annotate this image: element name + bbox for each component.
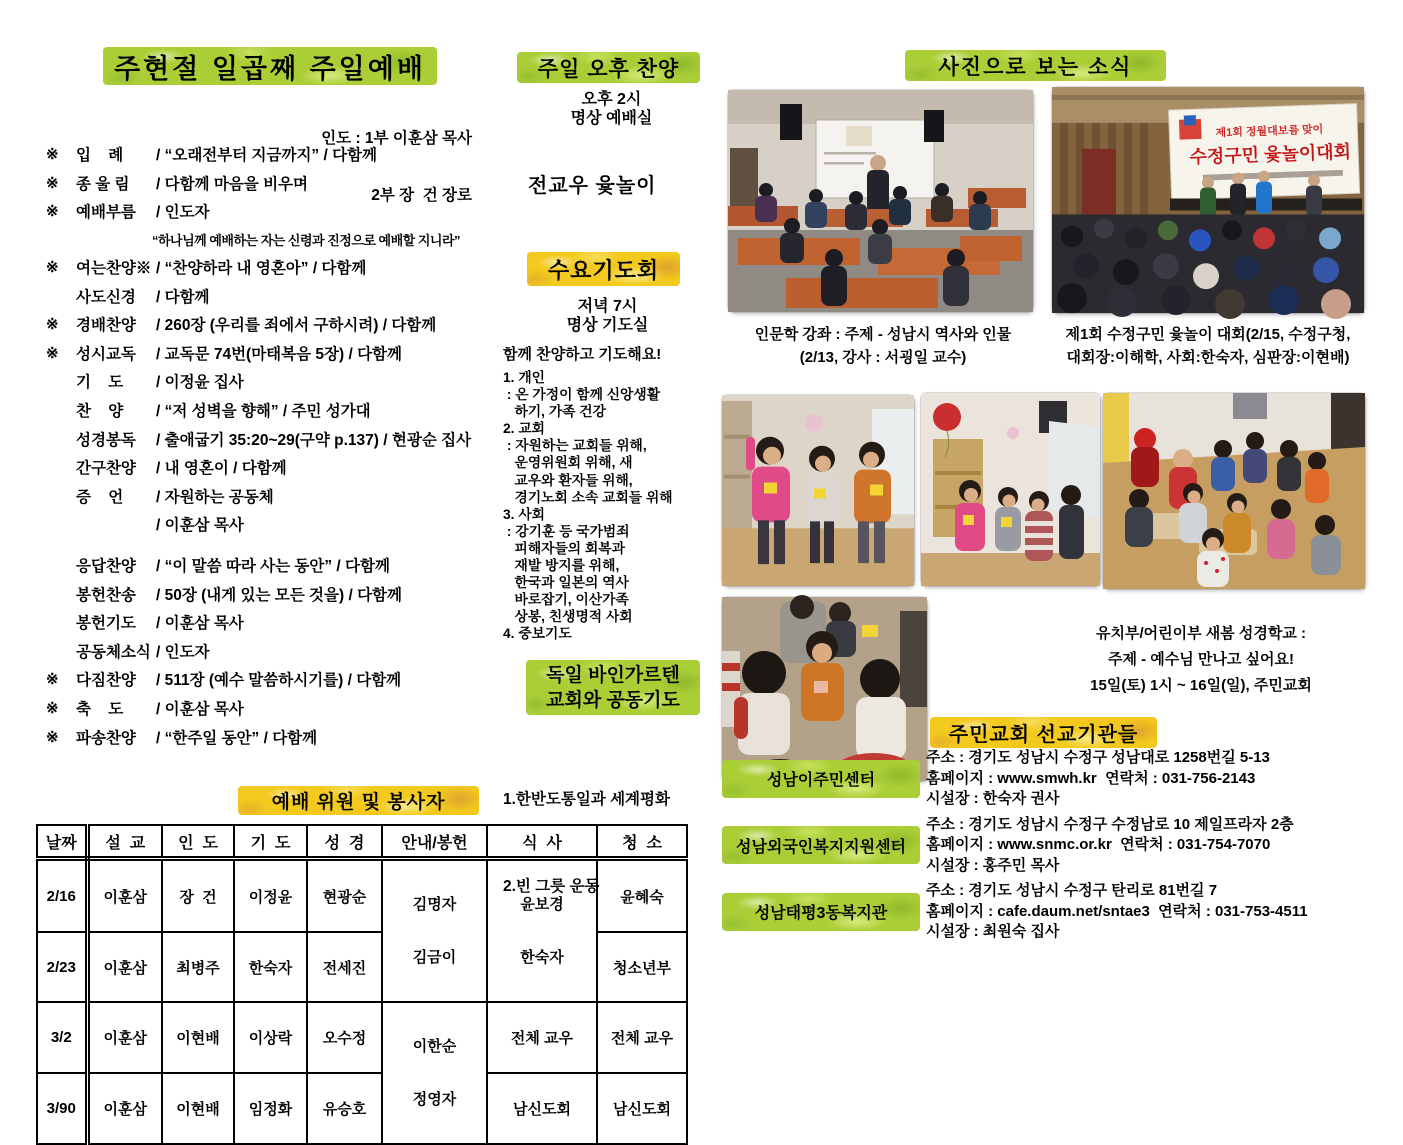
- worship-item-content: / “저 성벽을 향해” / 주민 성가대: [156, 403, 371, 421]
- worship-item-content: / “오래전부터 지금까지” / 다함께: [156, 147, 378, 165]
- wednesday-time-place: [515, 297, 700, 335]
- cell-prayer: 이정윤: [234, 859, 307, 933]
- caption-lecture-line2: (2/13, 강사 : 서굉일 교수): [799, 349, 967, 366]
- worship-item-label: 경배찬양: [76, 317, 136, 335]
- col-header-prayer: 기 도: [234, 825, 307, 859]
- photo-news-title: 사진으로 보는 소식: [905, 50, 1166, 81]
- mission-org-homepage: 홈페이지 : cafe.daum.net/sntae3 연락처 : 031-753-4511: [926, 902, 1308, 920]
- worship-item-label: 찬 양: [76, 403, 124, 421]
- cell-prayer: 이상락: [234, 1002, 307, 1073]
- wednesday-place: 명상 기도실: [566, 317, 649, 334]
- balloon-photo-graphic: [921, 393, 1100, 586]
- worship-item-mark: ※: [46, 259, 59, 277]
- worship-item-label: 간구찬양: [76, 460, 136, 478]
- volunteers-table-title: 예배 위원 및 봉사자: [238, 786, 479, 815]
- cell-scripture: 현광순: [307, 859, 382, 933]
- worship-item-content: / 50장 (내게 있는 모든 것을) / 다함께: [156, 586, 402, 604]
- volunteers-row-1: [37, 859, 687, 933]
- wednesday-prayer-line: 3. 사회: [503, 506, 545, 522]
- guide-name: 이한순: [412, 1038, 457, 1055]
- worship-item-mark: ※: [46, 174, 59, 192]
- mission-org-homepage: 홈페이지 : www.snmc.or.kr 연락처 : 031-754-7070: [926, 836, 1271, 853]
- wednesday-prayer-line: 교우와 환자들 위해,: [503, 472, 633, 488]
- cell-preaching: 이훈삼: [87, 859, 162, 933]
- wednesday-prayer-line: : 자원하는 교회들 위해,: [503, 438, 647, 454]
- cell-leading: 이현배: [162, 1002, 234, 1073]
- worship-item-content: / “이 말씀 따라 사는 동안” / 다함께: [156, 558, 390, 576]
- cell-meal: 남신도회: [487, 1073, 597, 1144]
- meal-name: 윤보경: [520, 896, 564, 913]
- worship-order-row: [46, 253, 506, 282]
- wednesday-prayer-line: 한국과 일본의 역사: [503, 575, 629, 591]
- cell-guide-offering-merged: [382, 1002, 487, 1144]
- group-photo-graphic: [1103, 393, 1365, 589]
- worship-order-row: [46, 482, 506, 511]
- afternoon-place: 명상 예배실: [570, 110, 653, 127]
- worship-item-content: / 내 영혼이 / 다함께: [156, 460, 287, 478]
- missions-section-title: 주민교회 선교기관들: [930, 717, 1157, 748]
- wednesday-prayer-list: [503, 369, 673, 643]
- afternoon-praise-title: 주일 오후 찬양: [517, 52, 700, 83]
- mission-org-row: [722, 815, 1382, 877]
- cell-date: 3/90: [37, 1073, 87, 1144]
- worship-item-content: / 이훈삼 목사: [156, 615, 244, 633]
- volunteers-row-3: [37, 1002, 687, 1073]
- worship-item-label: 성시교독: [76, 345, 136, 363]
- worship-item-content: / 인도자: [156, 643, 210, 661]
- cell-date: 3/2: [37, 1002, 87, 1073]
- volunteers-header-row: [37, 825, 687, 859]
- yut-banner-line2: 수정구민 윷놀이대회: [1189, 141, 1352, 168]
- worship-item-label: 축 도: [76, 700, 124, 718]
- worship-order-row: [46, 424, 506, 453]
- worship-order-row: [46, 367, 506, 396]
- cell-cleaning: 전체 교우: [597, 1002, 687, 1073]
- guide-name: 김금이: [412, 949, 457, 966]
- volunteers-row-4: [37, 1073, 687, 1144]
- col-header-leading: 인 도: [162, 825, 234, 859]
- caption-yutnori: [1046, 323, 1370, 369]
- caption-bibleschool-line1: 유치부/어린이부 새봄 성경학교 :: [1095, 625, 1307, 642]
- cell-cleaning: 윤혜숙: [597, 859, 687, 933]
- cell-prayer: 한숙자: [234, 932, 307, 1002]
- cell-meal-merged: [487, 859, 597, 1003]
- photo-humanities-lecture: [728, 90, 1033, 312]
- worship-leader-line2: 2부 장 건 장로: [371, 187, 472, 204]
- worship-item-content: / 다함께 마음을 비우며: [156, 175, 308, 193]
- worship-item-content: / 교독문 74번(마태복음 5장) / 다함께: [156, 345, 403, 363]
- worship-order-row: [46, 637, 506, 666]
- mission-org-director: 시설장 : 최원숙 집사: [926, 923, 1060, 940]
- worship-order-row: [46, 453, 506, 482]
- germany-joint-prayer-title: [526, 660, 700, 715]
- worship-order-row: [46, 197, 506, 226]
- worship-item-label: 다짐찬양: [76, 672, 136, 690]
- photo-yutnori-event: [1052, 87, 1364, 313]
- yut-banner-line1: 제1회 정월대보름 맞이: [1215, 123, 1324, 140]
- girls-photo-graphic: [722, 395, 914, 586]
- worship-item-label: 입 례: [76, 147, 124, 165]
- worship-item-label: 응답찬양: [76, 558, 136, 576]
- worship-item-mark: ※: [46, 146, 59, 164]
- worship-item-label: 성경봉독: [76, 431, 136, 449]
- worship-section-title: 주현절 일곱째 주일예배: [103, 47, 437, 85]
- mission-org-name: 성남외국인복지지원센터: [722, 826, 920, 864]
- yut-photo-graphic: [1052, 87, 1364, 313]
- cell-cleaning: 청소년부: [597, 932, 687, 1002]
- worship-item-content: / “한주일 동안” / 다함께: [156, 729, 318, 747]
- caption-bibleschool: [1040, 621, 1362, 699]
- worship-item-label: 종 울 림: [76, 175, 130, 193]
- worship-order-row: [46, 608, 506, 637]
- worship-item-mark: ※: [46, 344, 59, 362]
- afternoon-time-place: [520, 90, 703, 128]
- worship-order-row: [46, 396, 506, 425]
- mission-org-address: 주소 : 경기도 성남시 수정구 성남대로 1258번길 5-13: [926, 749, 1270, 766]
- worship-item-content: / “찬양하라 내 영혼아” / 다함께: [156, 260, 367, 278]
- cell-scripture: 유승호: [307, 1073, 382, 1144]
- worship-order-row: [46, 722, 506, 751]
- mission-org-name: 성남이주민센터: [722, 760, 920, 798]
- cell-guide-offering-merged: [382, 859, 487, 1003]
- cell-meal: 전체 교우: [487, 1002, 597, 1073]
- worship-item-mark: ※: [46, 671, 59, 689]
- mission-org-row: [722, 748, 1382, 810]
- col-header-scripture: 성 경: [307, 825, 382, 859]
- worship-item-content: / 511장 (예수 말씀하시기를) / 다함께: [156, 672, 402, 690]
- worship-item-label: 기 도: [76, 374, 124, 392]
- mission-org-row: [722, 881, 1382, 943]
- col-header-preaching: 설 교: [87, 825, 162, 859]
- col-header-meal: 식 사: [487, 825, 597, 859]
- caption-lecture: [722, 323, 1044, 369]
- cell-scripture: 전세진: [307, 932, 382, 1002]
- worship-item-content: / 인도자: [156, 204, 210, 222]
- worship-item-label: 증 언: [76, 488, 124, 506]
- worship-item-label: 봉헌찬송: [76, 586, 136, 604]
- meal-name: 한숙자: [520, 949, 564, 966]
- wednesday-prayer-line: 상봉, 친생명적 사회: [503, 609, 633, 625]
- worship-item-mark: ※: [46, 203, 59, 221]
- mission-org-info: [926, 748, 1270, 810]
- worship-order-list: [46, 140, 506, 751]
- mission-org-info: [926, 881, 1308, 943]
- cell-scripture: 오수정: [307, 1002, 382, 1073]
- worship-item-content: / 이훈삼 목사: [156, 517, 244, 535]
- cell-leading: 장 건: [162, 859, 234, 933]
- guide-name: 김명자: [412, 896, 457, 913]
- worship-item-label: 파송찬양: [76, 729, 136, 747]
- wednesday-prayer-line: 하기, 가족 건강: [503, 404, 606, 420]
- photo-bibleschool-girls: [722, 395, 914, 586]
- cell-preaching: 이훈삼: [87, 1002, 162, 1073]
- wednesday-prayer-line: 운영위원회 위해, 새: [503, 455, 633, 471]
- mission-org-director: 시설장 : 한숙자 권사: [926, 790, 1060, 807]
- cell-date: 2/23: [37, 932, 87, 1002]
- worship-order-row: [46, 140, 506, 169]
- volunteers-table: [36, 824, 688, 1145]
- worship-order-row: [46, 510, 506, 539]
- worship-order-row: [46, 281, 506, 310]
- caption-bibleschool-line3: 15일(토) 1시 ~ 16일(일), 주민교회: [1090, 677, 1312, 694]
- worship-item-label: 공동체소식: [76, 643, 151, 661]
- germany-title-line1: 독일 바인가르텐: [546, 664, 680, 686]
- worship-item-content: / 출애굽기 35:20~29(구약 p.137) / 현광순 집사: [156, 431, 472, 449]
- lecture-photo-graphic: [728, 90, 1033, 312]
- worship-item-content: / 260장 (우리를 죄에서 구하시려) / 다함께: [156, 317, 437, 335]
- worship-order-row: [46, 694, 506, 723]
- wednesday-time: 저녁 7시: [577, 298, 638, 315]
- wednesday-intro: 함께 찬양하고 기도해요!: [503, 346, 662, 363]
- caption-yutnori-line1: 제1회 수정구민 윷놀이 대회(2/15, 수정구청,: [1065, 326, 1351, 343]
- worship-leader-line1: 인도 : 1부 이훈삼 목사: [321, 130, 472, 147]
- wednesday-prayer-line: : 온 가정이 함께 신앙생활: [503, 387, 661, 403]
- germany-prayer-item1: 1.한반도통일과 세계평화: [503, 791, 670, 808]
- caption-yutnori-line2: 대회장:이해학, 사회:한숙자, 심판장:이현배): [1066, 349, 1350, 366]
- guide-name: 정영자: [412, 1091, 457, 1108]
- photo-bibleschool-group: [1103, 393, 1365, 589]
- mission-org-address: 주소 : 경기도 성남시 수정구 탄리로 81번길 7: [926, 882, 1218, 899]
- cell-preaching: 이훈삼: [87, 1073, 162, 1144]
- cell-prayer: 임정화: [234, 1073, 307, 1144]
- worship-order-row: [46, 665, 506, 694]
- worship-item-mark: ※: [46, 728, 59, 746]
- wednesday-prayer-line: 4. 중보기도: [503, 626, 572, 642]
- col-header-date: 날짜: [37, 825, 87, 859]
- caption-bibleschool-line2: 주제 - 예수님 만나고 싶어요!: [1107, 651, 1295, 668]
- worship-order-row: [46, 551, 506, 580]
- worship-item-content: / 이정윤 집사: [156, 374, 244, 392]
- germany-title-line2: 교회와 공동기도: [546, 689, 680, 711]
- worship-call-quote: “하나님께 예배하는 자는 신령과 진정으로 예배할 지니라”: [152, 232, 461, 248]
- photo-bibleschool-balloon: [921, 393, 1100, 586]
- cell-leading: 최병주: [162, 932, 234, 1002]
- worship-item-content: / 이훈삼 목사: [156, 700, 244, 718]
- worship-order-row: [46, 169, 506, 198]
- cell-date: 2/16: [37, 859, 87, 933]
- afternoon-time: 오후 2시: [581, 91, 642, 108]
- mission-org-director: 시설장 : 홍주민 목사: [926, 856, 1060, 874]
- afternoon-event: 전교우 윷놀이: [528, 175, 657, 197]
- wednesday-prayer-line: 바로잡기, 이산가족: [503, 592, 629, 608]
- germany-prayer-item2: 2.빈 그릇 운동: [503, 878, 600, 895]
- mission-org-info: [926, 815, 1294, 877]
- mission-org-address: 주소 : 경기도 성남시 수정구 수정남로 10 제일프라자 2층: [926, 815, 1294, 833]
- wednesday-prayer-line: 재발 방지를 위해,: [503, 558, 620, 574]
- worship-order-row: [46, 579, 506, 608]
- wednesday-prayer-line: : 강기훈 등 국가범죄: [503, 523, 630, 539]
- worship-item-content: / 자원하는 공동체: [156, 488, 274, 506]
- worship-item-mark: ※: [46, 316, 59, 334]
- mission-org-name: 성남태평3동복지관: [722, 893, 920, 931]
- worship-item-label: 여는찬양※: [76, 260, 152, 278]
- mission-org-homepage: 홈페이지 : www.smwh.kr 연락처 : 031-756-2143: [926, 769, 1256, 787]
- worship-item-label: 봉헌기도: [76, 615, 136, 633]
- missions-org-list: [722, 748, 1382, 948]
- worship-order-row: [46, 339, 506, 368]
- col-header-guide-offering: 안내/봉헌: [382, 825, 487, 859]
- wednesday-prayer-title: 수요기도회: [527, 252, 680, 286]
- worship-order-row: [46, 310, 506, 339]
- worship-item-label: 예배부름: [76, 204, 136, 222]
- caption-lecture-line1: 인문학 강좌 : 주제 - 성남시 역사와 인물: [754, 326, 1012, 343]
- cell-cleaning: 남신도회: [597, 1073, 687, 1144]
- wednesday-prayer-line: 피해자들의 회복과: [503, 540, 625, 556]
- cell-preaching: 이훈삼: [87, 932, 162, 1002]
- worship-item-label: 사도신경: [76, 288, 136, 306]
- col-header-cleaning: 청 소: [597, 825, 687, 859]
- wednesday-prayer-line: 2. 교회: [503, 421, 545, 437]
- cell-leading: 이현배: [162, 1073, 234, 1144]
- worship-item-content: / 다함께: [156, 288, 210, 306]
- wednesday-prayer-line: 1. 개인: [503, 370, 545, 385]
- worship-item-mark: ※: [46, 699, 59, 717]
- wednesday-prayer-line: 경기노회 소속 교회들 위해: [503, 489, 673, 505]
